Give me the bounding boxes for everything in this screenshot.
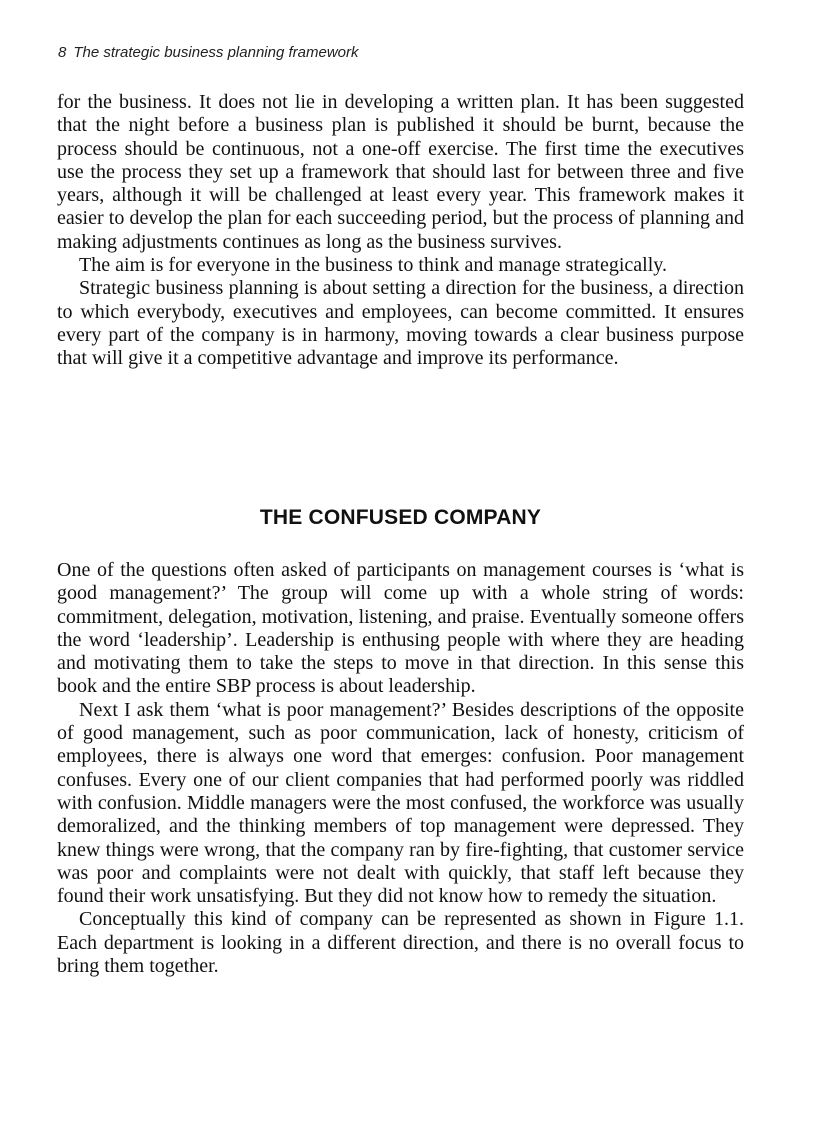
body-text-top [57, 91, 744, 371]
running-head [58, 44, 358, 61]
body-text-confused-company [57, 559, 744, 978]
section-heading: THE CONFUSED COMPANY [259, 506, 542, 529]
paragraph-good-management: One of the questions often asked of participants on management courses is ‘what is good management?’ The group will come up with a whole string of words: commitment, delegation, motivation, listening, and praise. Eventually someone offers the word ‘leadership’. Leadership is enthusing people with where they are heading and motivating them to take the steps to move in that direction. In this sense this book and the entire SBP process is about leadership. [57, 559, 744, 698]
page-number: 8 [58, 44, 67, 61]
paragraph-figure-reference: Conceptually this kind of company can be represented as shown in Figure 1.1. Each department is looking in a different direction, and there is no overall focus to bring them together. [57, 908, 744, 978]
paragraph-poor-management: Next I ask them ‘what is poor management?’ Besides descriptions of the opposite of good management, such as poor communication, lack of honesty, criticism of employees, there is always one word that emerges: confusion. Poor management confuses. Every one of our client companies that had performed poorly was riddled with confusion. Middle managers were the most confused, the workforce was usually demoralized, and the thinking members of top management were depressed. They knew things were wrong, that the company ran by fire-fighting, that customer service was poor and complaints were not dealt with quickly, that staff left because they found their work unsatisfying. But they did not know how to remedy the situation. [57, 698, 744, 908]
paragraph-continued: for the business. It does not lie in developing a written plan. It has been suggested that the night before a business plan is published it should be burnt, because the process should be continuous, not a one-off exercise. The first time the executives use the process they set up a framework that should last for between three and five years, although it will be challenged at least every year. This framework makes it easier to develop the plan for each succeeding period, but the process of planning and making adjustments continues as long as the business survives. [57, 91, 744, 253]
paragraph-aim: The aim is for everyone in the business to think and manage strategically. [79, 254, 667, 277]
running-head-title: The strategic business planning framework [73, 44, 359, 61]
paragraph-strategic-planning: Strategic business planning is about setting a direction for the business, a direction to which everybody, executives and employees, can become committed. It ensures every part of the company is in harmony, moving towards a clear business purpose that will give it a competitive advantage and improve its performance. [57, 277, 744, 370]
